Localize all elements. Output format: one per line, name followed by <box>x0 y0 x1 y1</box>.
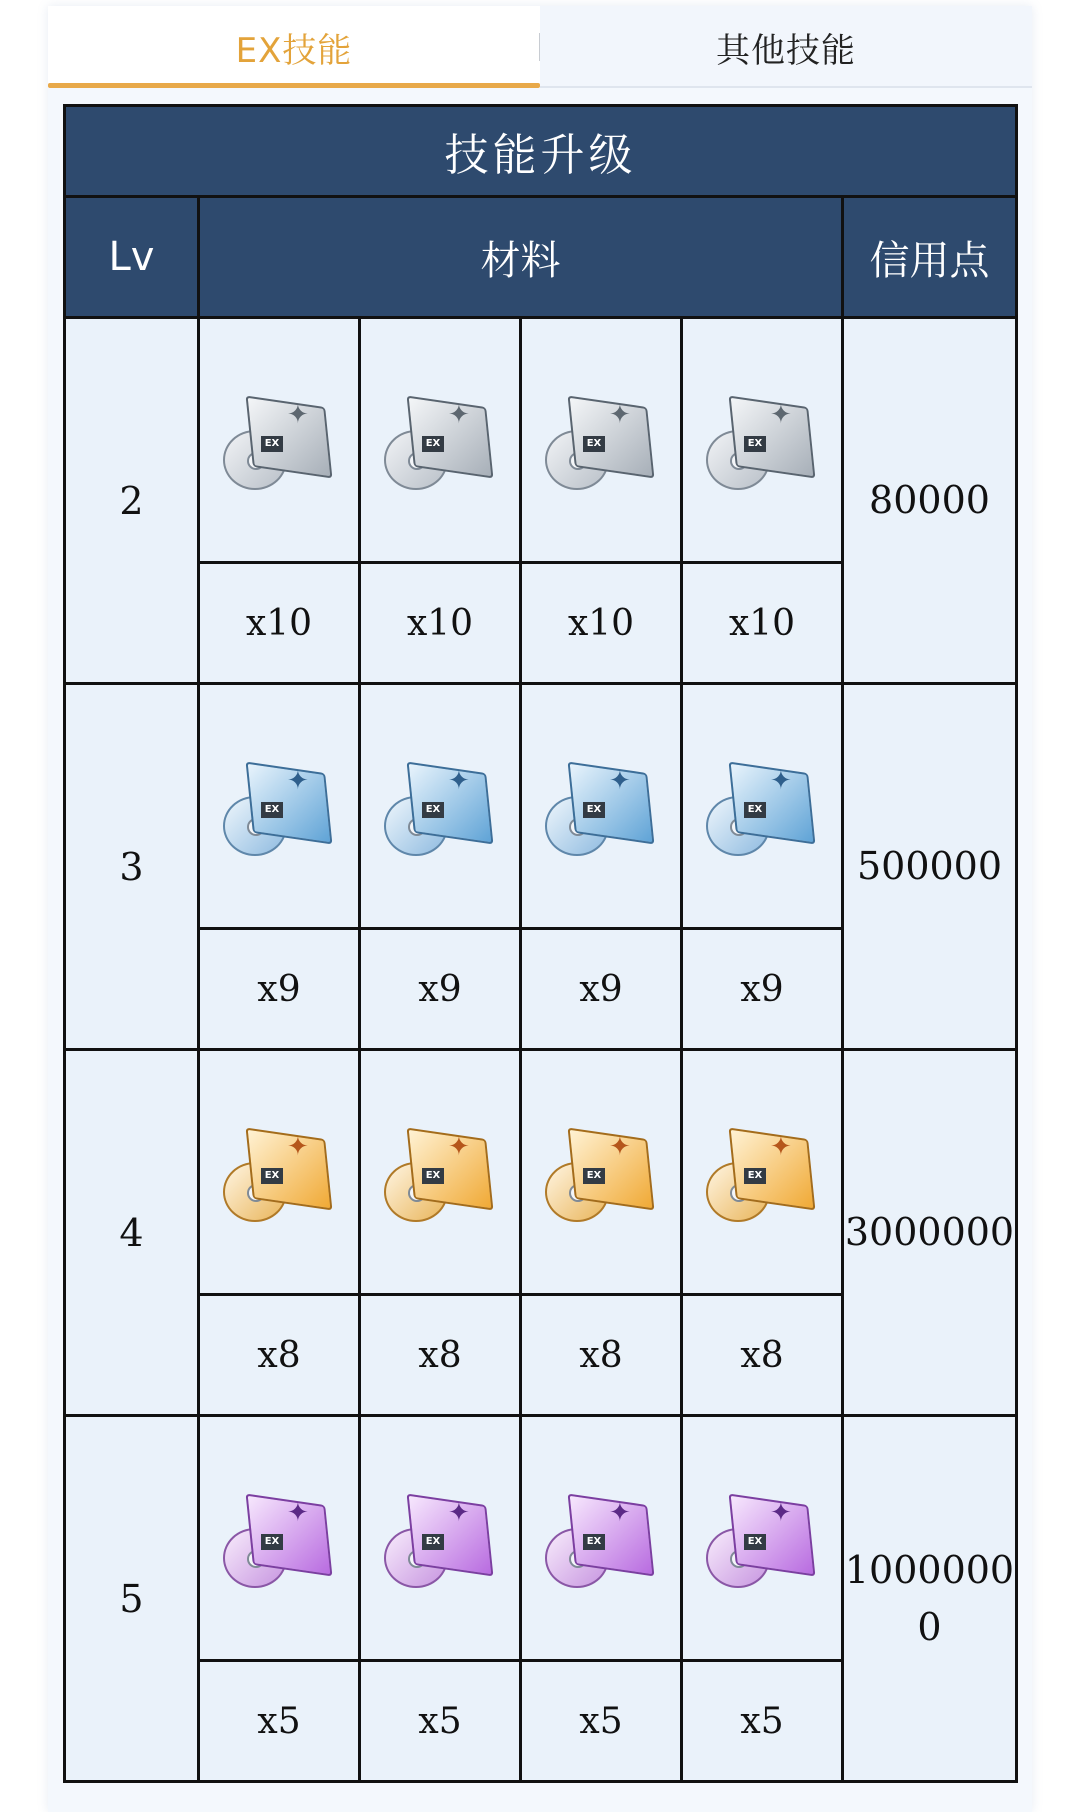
tab-other-skill-label: 其他技能 <box>716 30 856 71</box>
table-row <box>65 318 1017 563</box>
skill-tabs <box>48 6 1032 88</box>
material-icon-cell <box>199 684 360 929</box>
material-quantity: x5 <box>360 1661 521 1782</box>
ex-tag: EX <box>261 802 283 818</box>
school-emblem-icon: ✦ <box>609 1498 631 1528</box>
ex-skill-disc-gold-icon <box>384 1124 496 1220</box>
material-icon-cell <box>521 1416 682 1661</box>
table-row <box>65 1050 1017 1295</box>
credits-cell: 500000 <box>843 684 1017 1050</box>
school-emblem-icon: ✦ <box>770 766 792 796</box>
ex-tag: EX <box>583 802 605 818</box>
material-icon-cell <box>682 1416 843 1661</box>
ex-skill-disc-gray-icon <box>384 392 496 488</box>
ex-tag: EX <box>422 1168 444 1184</box>
ex-tag: EX <box>744 802 766 818</box>
ex-tag: EX <box>744 1534 766 1550</box>
school-emblem-icon: ✦ <box>770 1498 792 1528</box>
school-emblem-icon: ✦ <box>448 1132 470 1162</box>
col-header-materials: 材料 <box>199 197 843 318</box>
school-emblem-icon: ✦ <box>609 766 631 796</box>
tabs-bottom-border <box>540 86 1032 88</box>
material-quantity: x9 <box>521 929 682 1050</box>
ex-tag: EX <box>583 1168 605 1184</box>
ex-skill-disc-gray-icon <box>706 392 818 488</box>
material-icon-cell <box>682 684 843 929</box>
level-cell: 3 <box>65 684 199 1050</box>
material-icon-cell <box>199 1050 360 1295</box>
school-emblem-icon: ✦ <box>287 766 309 796</box>
credits-cell: 3000000 <box>843 1050 1017 1416</box>
school-emblem-icon: ✦ <box>609 400 631 430</box>
school-emblem-icon: ✦ <box>448 766 470 796</box>
ex-skill-disc-gold-icon <box>706 1124 818 1220</box>
material-icon-cell <box>199 318 360 563</box>
material-quantity: x9 <box>360 929 521 1050</box>
material-quantity: x10 <box>199 563 360 684</box>
material-quantity: x8 <box>199 1295 360 1416</box>
school-emblem-icon: ✦ <box>448 1498 470 1528</box>
col-header-lv: Lv <box>65 197 199 318</box>
school-emblem-icon: ✦ <box>448 400 470 430</box>
ex-skill-disc-blue-icon <box>545 758 657 854</box>
tab-ex-skill[interactable] <box>48 6 540 88</box>
credits-cell: 80000 <box>843 318 1017 684</box>
school-emblem-icon: ✦ <box>287 400 309 430</box>
table-row <box>65 1416 1017 1661</box>
material-icon-cell <box>682 1050 843 1295</box>
material-quantity: x8 <box>682 1295 843 1416</box>
school-emblem-icon: ✦ <box>287 1498 309 1528</box>
school-emblem-icon: ✦ <box>770 400 792 430</box>
level-cell: 2 <box>65 318 199 684</box>
material-quantity: x10 <box>682 563 843 684</box>
ex-tag: EX <box>583 436 605 452</box>
material-quantity: x8 <box>521 1295 682 1416</box>
material-quantity: x5 <box>682 1661 843 1782</box>
level-cell: 5 <box>65 1416 199 1782</box>
active-tab-indicator <box>48 83 540 88</box>
ex-tag: EX <box>261 436 283 452</box>
level-cell: 4 <box>65 1050 199 1416</box>
table-row <box>65 684 1017 929</box>
material-quantity: x10 <box>360 563 521 684</box>
ex-skill-disc-blue-icon <box>223 758 335 854</box>
table-title: 技能升级 <box>65 106 1017 197</box>
material-quantity: x5 <box>521 1661 682 1782</box>
ex-tag: EX <box>744 436 766 452</box>
school-emblem-icon: ✦ <box>770 1132 792 1162</box>
ex-tag: EX <box>261 1534 283 1550</box>
skill-upgrade-table <box>63 104 1018 1783</box>
ex-tag: EX <box>422 1534 444 1550</box>
col-header-credits: 信用点 <box>843 197 1017 318</box>
ex-skill-disc-gold-icon <box>223 1124 335 1220</box>
ex-tag: EX <box>583 1534 605 1550</box>
material-icon-cell <box>360 1050 521 1295</box>
material-icon-cell <box>360 318 521 563</box>
ex-skill-disc-purple-icon <box>384 1490 496 1586</box>
material-quantity: x5 <box>199 1661 360 1782</box>
tab-ex-skill-label: EX技能 <box>235 30 353 71</box>
ex-skill-disc-gold-icon <box>545 1124 657 1220</box>
ex-tag: EX <box>261 1168 283 1184</box>
ex-tag: EX <box>422 436 444 452</box>
ex-skill-disc-gray-icon <box>545 392 657 488</box>
ex-skill-disc-purple-icon <box>223 1490 335 1586</box>
ex-skill-disc-purple-icon <box>706 1490 818 1586</box>
school-emblem-icon: ✦ <box>287 1132 309 1162</box>
material-quantity: x9 <box>199 929 360 1050</box>
material-icon-cell <box>521 684 682 929</box>
material-quantity: x10 <box>521 563 682 684</box>
material-icon-cell <box>360 1416 521 1661</box>
ex-skill-disc-gray-icon <box>223 392 335 488</box>
ex-skill-disc-blue-icon <box>706 758 818 854</box>
ex-tag: EX <box>422 802 444 818</box>
material-quantity: x8 <box>360 1295 521 1416</box>
material-icon-cell <box>360 684 521 929</box>
ex-skill-disc-blue-icon <box>384 758 496 854</box>
material-icon-cell <box>521 318 682 563</box>
school-emblem-icon: ✦ <box>609 1132 631 1162</box>
credits-cell: 10000000 <box>843 1416 1017 1782</box>
material-icon-cell <box>682 318 843 563</box>
material-quantity: x9 <box>682 929 843 1050</box>
material-icon-cell <box>199 1416 360 1661</box>
material-icon-cell <box>521 1050 682 1295</box>
ex-tag: EX <box>744 1168 766 1184</box>
ex-skill-disc-purple-icon <box>545 1490 657 1586</box>
tab-other-skill[interactable] <box>540 6 1032 88</box>
